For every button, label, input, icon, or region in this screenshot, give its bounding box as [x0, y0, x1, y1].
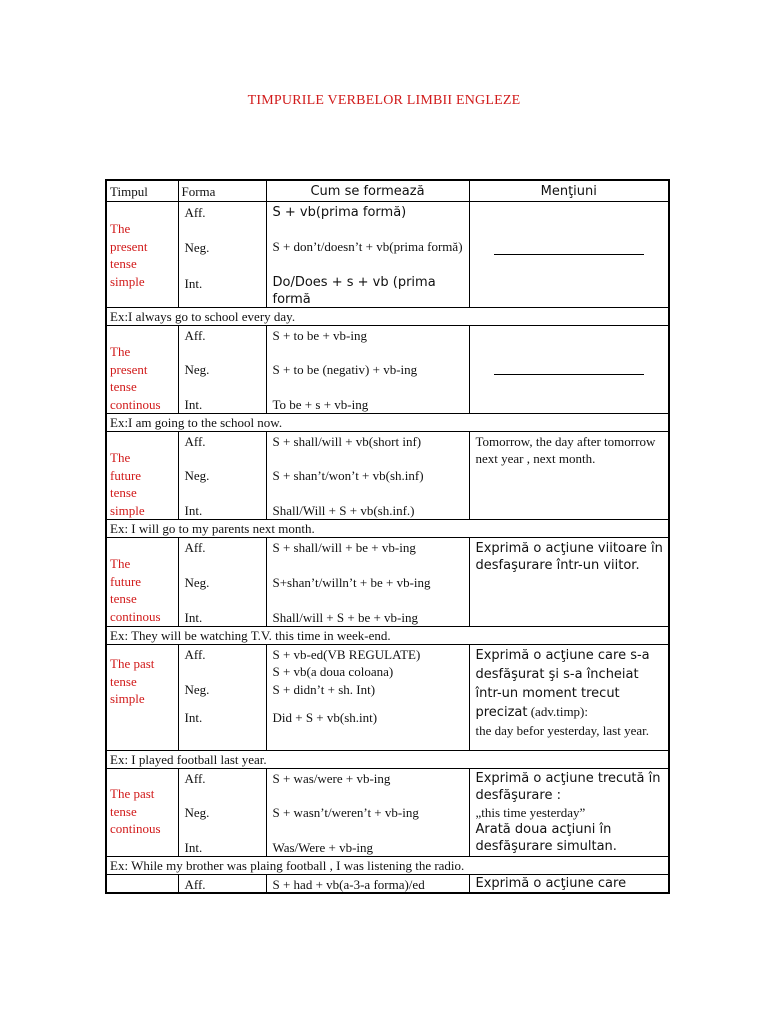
header-forma: Forma: [178, 180, 266, 202]
tense-row-past-continuous: [106, 769, 669, 857]
form-cell: [178, 538, 266, 627]
example-text: Ex: They will be watching T.V. this time in week-end.: [106, 627, 669, 645]
form-cell: [178, 645, 266, 751]
mention-text: Exprimă o acţiune care s-a desfăşurat şi s-a încheiat într-un moment trecut precizat: [475, 648, 650, 720]
mention-text: (adv.timp):: [530, 704, 588, 719]
formation-int: Was/Were + vb-ing: [272, 840, 374, 855]
form-cell: [178, 432, 266, 520]
formation-aff: S + had + vb(a-3-a forma)/ed: [272, 877, 425, 892]
mention-text: Exprimă o acţiune viitoare în desfaşurare într-un viitor.: [475, 541, 663, 573]
form-int: Int.: [184, 397, 203, 412]
formation-cell: [266, 875, 469, 894]
mention-cell: [469, 432, 669, 520]
form-neg: Neg.: [184, 575, 210, 590]
table-header-row: [106, 180, 669, 202]
formation-aff-alt: S + vb(a doua coloana): [272, 664, 394, 679]
formation-int: Do/Does + s + vb (prima formă: [272, 275, 436, 307]
form-aff: Aff.: [184, 328, 206, 343]
blank-line: [494, 374, 645, 375]
formation-cell: [266, 645, 469, 751]
tense-name: The future tense simple: [106, 432, 178, 520]
form-int: Int.: [184, 710, 203, 725]
mention-cell: [469, 326, 669, 414]
tense-row-future-continuous: [106, 538, 669, 627]
form-int: Int.: [184, 840, 203, 855]
form-cell: [178, 326, 266, 414]
formation-neg: S + didn’t + sh. Int): [272, 682, 376, 697]
example-row: [106, 751, 669, 769]
tense-name: The present tense continous: [106, 326, 178, 414]
formation-neg: S + don’t/doesn’t + vb(prima formă): [272, 239, 463, 254]
mention-text: Exprimă o acţiune trecută în desfăşurare :: [475, 771, 661, 803]
form-int: Int.: [184, 610, 203, 625]
example-text: Ex: I will go to my parents next month.: [106, 520, 669, 538]
mention-cell: [469, 538, 669, 627]
mention-cell: [469, 875, 669, 894]
formation-int: Shall/will + S + be + vb-ing: [272, 610, 418, 625]
formation-aff: S + was/were + vb-ing: [272, 771, 391, 786]
formation-aff: S + to be + vb-ing: [272, 328, 367, 343]
form-neg: Neg.: [184, 682, 210, 697]
formation-aff: S + vb(prima formă): [272, 205, 407, 220]
mention-text: next year , next month.: [475, 451, 596, 466]
form-aff: Aff.: [184, 771, 206, 786]
formation-neg: S + shan’t/won’t + vb(sh.inf): [272, 468, 424, 483]
form-neg: Neg.: [184, 805, 210, 820]
mention-text: Exprimă o acţiune care: [475, 876, 627, 891]
example-text: Ex:I always go to school every day.: [106, 308, 669, 326]
formation-cell: [266, 432, 469, 520]
example-text: Ex: I played football last year.: [106, 751, 669, 769]
header-timpul: Timpul: [106, 180, 178, 202]
mention-cell: [469, 769, 669, 857]
formation-int: Did + S + vb(sh.int): [272, 710, 378, 725]
form-neg: Neg.: [184, 468, 210, 483]
example-row: [106, 627, 669, 645]
form-neg: Neg.: [184, 240, 210, 255]
tense-row-present-continuous: [106, 326, 669, 414]
mention-cell: [469, 645, 669, 751]
mention-text: the day befor yesterday, last year.: [475, 723, 650, 738]
formation-neg: S+shan’t/willn’t + be + vb-ing: [272, 575, 431, 590]
formation-cell: [266, 326, 469, 414]
example-text: Ex:I am going to the school now.: [106, 414, 669, 432]
formation-aff: S + shall/will + vb(short inf): [272, 434, 422, 449]
formation-aff: S + shall/will + be + vb-ing: [272, 540, 416, 555]
form-aff: Aff.: [184, 434, 206, 449]
form-int: Int.: [184, 276, 203, 291]
form-cell: [178, 769, 266, 857]
blank-line: [494, 254, 645, 255]
form-neg: Neg.: [184, 362, 210, 377]
formation-neg: S + wasn’t/weren’t + vb-ing: [272, 805, 419, 820]
formation-neg: S + to be (negativ) + vb-ing: [272, 362, 418, 377]
form-aff: Aff.: [184, 205, 206, 220]
tense-row-present-simple: [106, 202, 669, 308]
form-aff: Aff.: [184, 877, 206, 892]
form-cell: [178, 875, 266, 894]
tense-name: The past tense simple: [106, 645, 178, 751]
example-row: [106, 520, 669, 538]
formation-int: To be + s + vb-ing: [272, 397, 369, 412]
form-aff: Aff.: [184, 647, 206, 662]
mention-text: „this time yesterday”: [475, 805, 586, 820]
tense-row-past-perfect: [106, 875, 669, 894]
tense-row-future-simple: [106, 432, 669, 520]
example-row: [106, 414, 669, 432]
formation-cell: [266, 538, 469, 627]
example-row: [106, 308, 669, 326]
mention-text: Arată doua acţiuni în desfăşurare simultan.: [475, 822, 617, 854]
example-row: [106, 857, 669, 875]
form-aff: Aff.: [184, 540, 206, 555]
formation-cell: [266, 202, 469, 308]
formation-int: Shall/Will + S + vb(sh.inf.): [272, 503, 415, 518]
tense-row-past-simple: [106, 645, 669, 751]
tense-name: [106, 875, 178, 894]
tense-name: The present tense simple: [106, 202, 178, 308]
mention-text: Tomorrow, the day after tomorrow: [475, 434, 656, 449]
document-title: TIMPURILE VERBELOR LIMBII ENGLEZE: [247, 93, 521, 108]
form-int: Int.: [184, 503, 203, 518]
example-text: Ex: While my brother was plaing football , I was listening the radio.: [106, 857, 669, 875]
verb-tenses-table: [105, 179, 670, 894]
tense-name: The future tense continous: [106, 538, 178, 627]
formation-cell: [266, 769, 469, 857]
form-cell: [178, 202, 266, 308]
mention-cell: [469, 202, 669, 308]
tense-name: The past tense continous: [106, 769, 178, 857]
header-cum-se-formeaza: Cum se formează: [266, 180, 469, 202]
header-mentiuni: Menţiuni: [469, 180, 669, 202]
formation-aff: S + vb-ed(VB REGULATE): [272, 647, 421, 662]
